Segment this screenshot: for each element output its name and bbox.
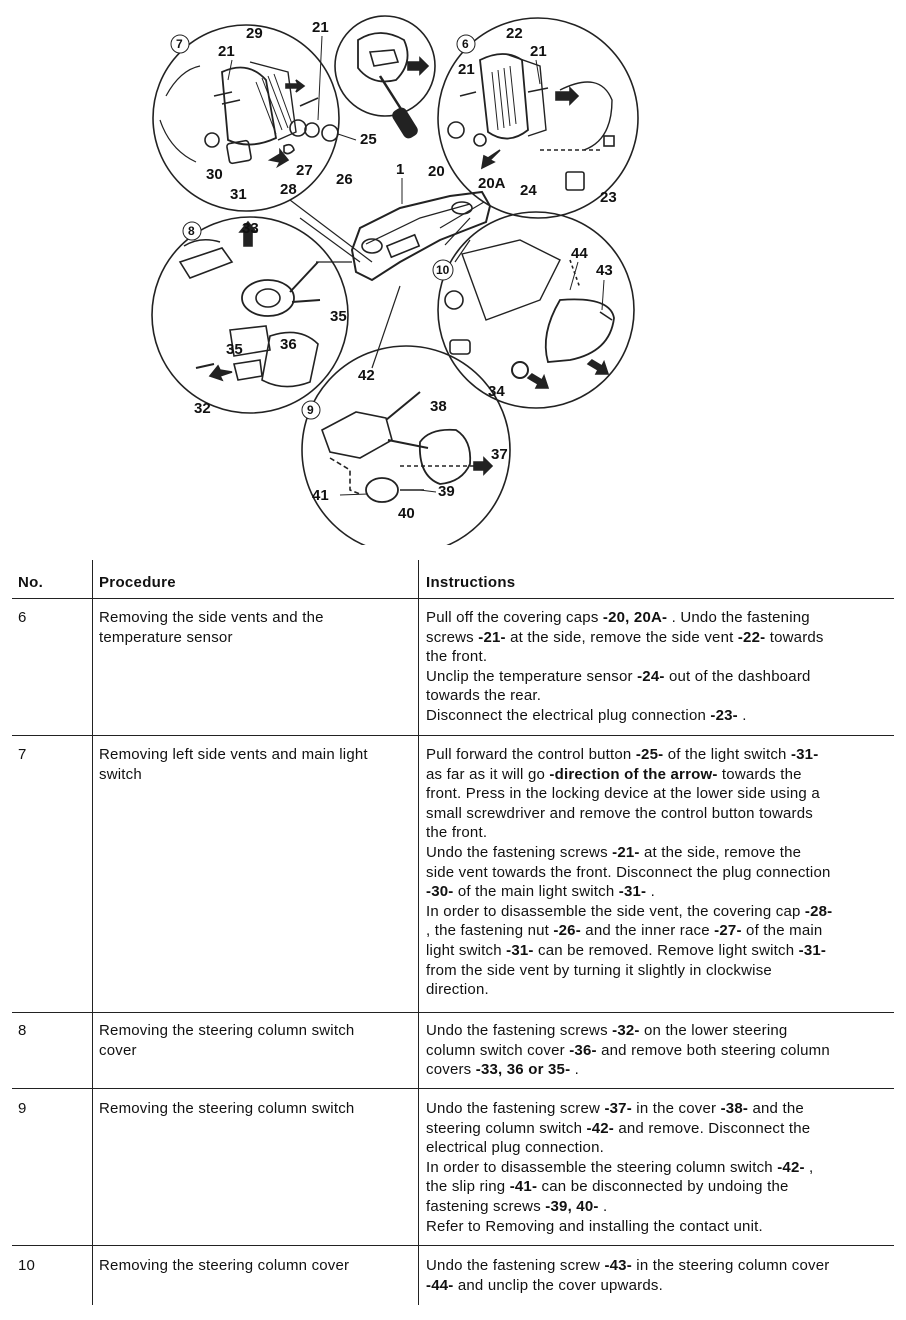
procedure-line: cover	[99, 1041, 137, 1059]
part-reference: -38-	[720, 1100, 749, 1117]
svg-text:1: 1	[396, 161, 405, 178]
instruction-text: Undo the fastening screw	[426, 1257, 605, 1274]
instruction-text: Pull forward the control button	[426, 746, 636, 763]
instruction-text: can be disconnected by undoing the	[537, 1178, 789, 1196]
part-reference: -44-	[426, 1276, 454, 1294]
svg-text:20: 20	[428, 163, 445, 180]
part-reference: -36-	[569, 1041, 597, 1059]
instruction-line	[426, 1041, 894, 1061]
instruction-text: Pull off the covering caps	[426, 609, 603, 626]
instruction-text: can be removed. Remove light switch	[533, 941, 799, 959]
instruction-text: direction.	[426, 981, 489, 999]
svg-text:21: 21	[530, 43, 547, 60]
svg-text:27: 27	[296, 162, 313, 179]
instruction-text: screws	[426, 628, 479, 646]
instruction-text: electrical plug connection.	[426, 1139, 605, 1157]
row-number: 6	[18, 609, 27, 626]
dashboard-outline	[352, 192, 490, 280]
row-divider	[12, 735, 894, 736]
instruction-text: towards	[765, 628, 824, 646]
svg-text:32: 32	[194, 400, 211, 417]
procedure-cell	[99, 745, 411, 784]
svg-text:20A: 20A	[478, 175, 506, 192]
instruction-line	[426, 784, 894, 804]
instruction-line	[426, 1119, 894, 1139]
instruction-line	[426, 980, 894, 1000]
svg-text:29: 29	[246, 25, 263, 42]
column-divider	[418, 560, 419, 1305]
part-reference: -30-	[426, 883, 454, 901]
svg-text:21: 21	[312, 19, 329, 36]
procedure-cell	[99, 608, 411, 647]
row-divider	[12, 1088, 894, 1089]
svg-text:40: 40	[398, 505, 415, 522]
instruction-line	[426, 745, 894, 765]
instruction-text: Undo the fastening screw	[426, 1100, 605, 1117]
instruction-text: Unclip the temperature sensor	[426, 667, 638, 685]
instruction-line	[426, 647, 894, 667]
part-reference: -33, 36 or 35-	[475, 1061, 571, 1079]
instruction-text: In order to disassemble the side vent, the covering cap	[426, 902, 805, 920]
svg-text:7: 7	[176, 37, 183, 51]
instruction-text: , the fastening nut	[426, 922, 554, 940]
part-reference: -31-	[790, 746, 819, 763]
procedure-line: Removing the side vents and the	[99, 609, 324, 626]
table-header	[0, 560, 906, 598]
instruction-line	[426, 882, 894, 902]
detail-markers	[171, 35, 475, 419]
instruction-text: towards the rear.	[426, 687, 542, 705]
instruction-line	[426, 1021, 894, 1041]
part-reference: -37-	[604, 1100, 632, 1117]
svg-text:9: 9	[307, 403, 314, 417]
instruction-line	[426, 1099, 894, 1119]
instruction-line	[426, 1158, 894, 1178]
part-reference: -direction of the arrow-	[549, 765, 718, 783]
part-reference: -23-	[710, 706, 738, 724]
instruction-text: .	[646, 883, 655, 901]
instruction-text: and remove. Disconnect the	[613, 1119, 811, 1137]
instruction-line	[426, 804, 894, 824]
instructions-cell	[426, 608, 894, 726]
svg-text:24: 24	[520, 182, 537, 199]
instructions-cell	[426, 1099, 894, 1236]
svg-text:34: 34	[488, 383, 505, 400]
instruction-text: . Undo the fastening	[667, 609, 810, 626]
instruction-text: at the side, remove the side vent	[505, 628, 738, 646]
svg-text:6: 6	[462, 37, 469, 51]
instruction-text: .	[737, 706, 747, 724]
instruction-line	[426, 628, 894, 648]
instruction-line	[426, 921, 894, 941]
instruction-line	[426, 961, 894, 981]
svg-text:25: 25	[360, 131, 377, 148]
svg-text:22: 22	[506, 25, 523, 42]
instruction-line	[426, 1256, 894, 1276]
procedure-cell	[99, 1099, 411, 1119]
exploded-view-diagram	[0, 0, 906, 545]
instruction-text: Refer to Removing and installing the contact unit.	[426, 1217, 763, 1235]
svg-text:42: 42	[358, 367, 375, 384]
instruction-text: side vent towards the front. Disconnect the plug connection	[426, 863, 831, 881]
svg-text:33: 33	[242, 220, 259, 237]
instruction-text: and unclip the cover upwards.	[453, 1276, 663, 1294]
procedure-line: temperature sensor	[99, 628, 233, 646]
instruction-text: on the lower steering	[639, 1022, 788, 1039]
instructions-cell	[426, 745, 894, 1000]
svg-text:37: 37	[491, 446, 508, 463]
instruction-line	[426, 765, 894, 785]
row-number: 7	[18, 746, 27, 763]
instruction-text: covers	[426, 1061, 476, 1079]
header-instructions: Instructions	[426, 574, 516, 591]
svg-text:21: 21	[458, 61, 475, 78]
part-reference: -42-	[586, 1119, 614, 1137]
procedure-line: Removing the steering column switch	[99, 1022, 355, 1039]
instruction-text: Disconnect the electrical plug connection	[426, 706, 711, 724]
instruction-text: of the main	[741, 922, 823, 940]
instruction-line	[426, 902, 894, 922]
part-reference: -22-	[737, 628, 766, 646]
instruction-line	[426, 1276, 894, 1296]
instruction-text: front. Press in the locking device at the lower side using a	[426, 785, 820, 803]
svg-text:30: 30	[206, 166, 223, 183]
svg-text:8: 8	[188, 224, 195, 238]
part-reference: -32-	[612, 1022, 640, 1039]
part-reference: -43-	[604, 1257, 632, 1274]
instruction-line	[426, 608, 894, 628]
part-reference: -26-	[553, 922, 581, 940]
procedure-line: Removing the steering column cover	[99, 1257, 350, 1274]
instruction-text: as far as it will go	[426, 765, 550, 783]
svg-text:31: 31	[230, 186, 247, 203]
part-reference: -41-	[509, 1178, 538, 1196]
instruction-text: of the light switch	[663, 746, 791, 763]
instruction-text: at the side, remove the	[639, 843, 802, 861]
instruction-line	[426, 1197, 894, 1217]
svg-text:38: 38	[430, 398, 447, 415]
instruction-line	[426, 686, 894, 706]
instruction-text: .	[598, 1197, 608, 1215]
svg-text:44: 44	[571, 245, 588, 262]
svg-text:35: 35	[330, 308, 347, 325]
instruction-text: and the	[748, 1100, 804, 1117]
procedure-line: Removing left side vents and main light	[99, 746, 368, 763]
instruction-line	[426, 667, 894, 687]
instruction-text: from the side vent by turning it slightly in clockwise	[426, 961, 772, 979]
instruction-text: ,	[804, 1158, 814, 1176]
procedure-line: Removing the steering column switch	[99, 1100, 355, 1117]
instruction-text: in the cover	[631, 1100, 721, 1117]
instruction-line	[426, 843, 894, 863]
part-reference: -31-	[798, 941, 827, 959]
part-reference: -27-	[714, 922, 742, 940]
header-no: No.	[18, 574, 44, 591]
part-reference: -20, 20A-	[602, 609, 668, 626]
instruction-text: In order to disassemble the steering column switch	[426, 1158, 778, 1176]
instruction-text: fastening screws	[426, 1197, 546, 1215]
instruction-text: .	[570, 1061, 580, 1079]
column-divider	[92, 560, 93, 1305]
part-reference: -42-	[777, 1158, 805, 1176]
instruction-text: steering column switch	[426, 1119, 587, 1137]
instruction-text: the front.	[426, 824, 488, 842]
instruction-line	[426, 706, 894, 726]
header-procedure: Procedure	[99, 574, 176, 591]
instruction-text: the slip ring	[426, 1178, 510, 1196]
row-number: 9	[18, 1100, 27, 1117]
row-number: 10	[18, 1257, 36, 1274]
svg-text:41: 41	[312, 487, 329, 504]
row-number: 8	[18, 1022, 27, 1039]
instruction-text: out of the dashboard	[664, 667, 811, 685]
procedure-line: switch	[99, 765, 142, 783]
instruction-line	[426, 1060, 894, 1080]
instruction-text: of the main light switch	[453, 883, 619, 901]
svg-text:35: 35	[226, 341, 243, 358]
svg-text:43: 43	[596, 262, 613, 279]
part-reference: -31-	[618, 883, 647, 901]
instruction-text: and the inner race	[580, 922, 715, 940]
row-divider	[12, 598, 894, 599]
part-reference: -25-	[635, 746, 664, 763]
svg-text:39: 39	[438, 483, 455, 500]
svg-text:28: 28	[280, 181, 297, 198]
instruction-text: towards the	[717, 765, 802, 783]
callout-labels	[194, 19, 617, 522]
part-reference: -28-	[804, 902, 833, 920]
instruction-line	[426, 1217, 894, 1237]
instruction-text: small screwdriver and remove the control button towards	[426, 804, 813, 822]
instruction-text: and remove both steering column	[596, 1041, 830, 1059]
row-divider	[12, 1012, 894, 1013]
instruction-line	[426, 823, 894, 843]
svg-text:26: 26	[336, 171, 353, 188]
svg-text:21: 21	[218, 43, 235, 60]
instruction-text: the front.	[426, 648, 488, 666]
instruction-text: light switch	[426, 941, 507, 959]
instruction-line	[426, 1177, 894, 1197]
procedure-cell	[99, 1256, 411, 1276]
part-reference: -24-	[637, 667, 665, 685]
part-reference: -21-	[612, 843, 640, 861]
svg-text:36: 36	[280, 336, 297, 353]
instruction-line	[426, 1138, 894, 1158]
instruction-line	[426, 863, 894, 883]
svg-text:23: 23	[600, 189, 617, 206]
instruction-text: Undo the fastening screws	[426, 843, 613, 861]
svg-text:10: 10	[436, 263, 450, 277]
instruction-line	[426, 941, 894, 961]
part-reference: -21-	[478, 628, 506, 646]
row-divider	[12, 1245, 894, 1246]
instructions-cell	[426, 1021, 894, 1080]
instruction-text: in the steering column cover	[631, 1257, 830, 1274]
instruction-text: column switch cover	[426, 1041, 570, 1059]
instructions-cell	[426, 1256, 894, 1295]
part-reference: -31-	[506, 941, 534, 959]
procedure-cell	[99, 1021, 411, 1060]
instruction-text: Undo the fastening screws	[426, 1022, 613, 1039]
part-reference: -39, 40-	[545, 1197, 599, 1215]
